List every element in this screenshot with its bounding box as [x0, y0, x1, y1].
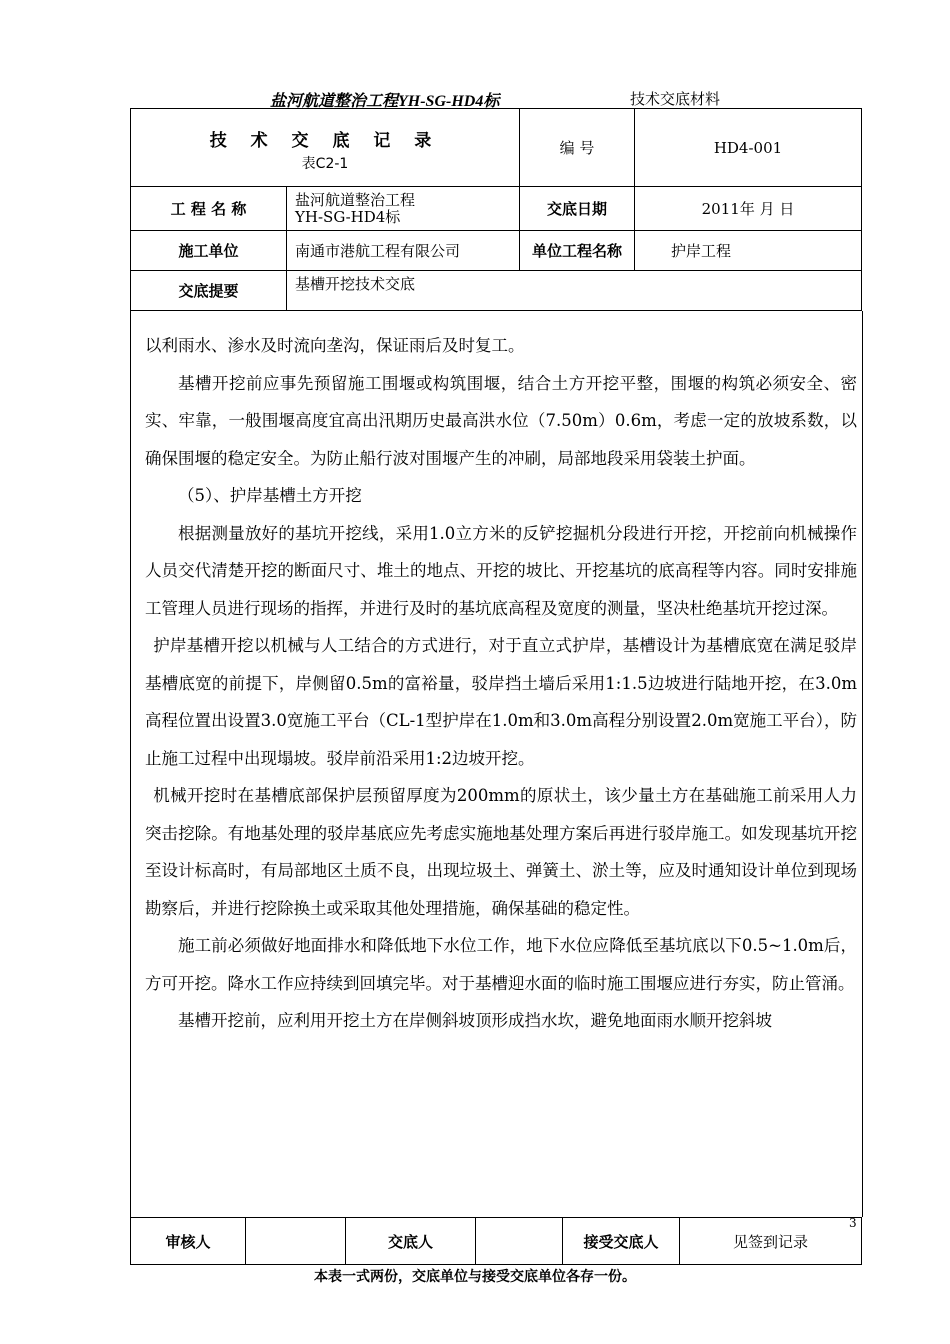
- signature-table: [130, 1217, 862, 1265]
- header-project: 盐河航道整治工程YH-SG-HD4标: [270, 93, 500, 110]
- contractor-value: 南通市港航工程有限公司: [287, 231, 520, 271]
- project-name-value: [287, 187, 520, 231]
- paragraph-1: 以利雨水、渗水及时流向垄沟，保证雨后及时复工。: [145, 336, 525, 355]
- header-doc-type: 技术交底材料: [630, 90, 721, 108]
- page-number: 3: [849, 1216, 857, 1230]
- project-name-line2: YH-SG-HD4标: [295, 207, 401, 226]
- date-label: 交底日期: [520, 187, 635, 231]
- footer-note: 本表一式两份，交底单位与接受交底单位各存一份。: [314, 1269, 636, 1285]
- contractor-label: 施工单位: [131, 231, 287, 271]
- paragraph-3: （5）、护岸基槽土方开挖: [178, 486, 362, 505]
- summary-label: 交底提要: [131, 271, 287, 311]
- receiver-label: 接受交底人: [563, 1218, 680, 1265]
- discloser-label: 交底人: [346, 1218, 476, 1265]
- info-table: [130, 108, 862, 311]
- project-name-line1: 盐河航道整治工程: [295, 190, 416, 209]
- body-text: [145, 327, 857, 1040]
- paragraph-6: 机械开挖时在基槽底部保护层预留厚度为200mm的原状土，该少量土方在基础施工前采用人力突击挖除。有地基处理的驳岸基底应先考虑实施地基处理方案后再进行驳岸施工。如发现基坑开挖至设计标高时，有局部地区土质不良，出现垃圾土、弹簧土、淤土等，应及时通知设计单位到现场勘察后，并进行挖除换土或采取其他处理措施，确保基础的稳定性。: [145, 786, 857, 918]
- form-subtitle: 表C2-1: [301, 156, 349, 172]
- unit-project-value: 护岸工程: [635, 231, 862, 271]
- discloser-field: [476, 1218, 563, 1265]
- paragraph-2: 基槽开挖前应事先预留施工围堰或构筑围堰，结合土方开挖平整，围堰的构筑必须安全、密实、牢靠，一般围堰高度宜高出汛期历史最高洪水位（7.50m）0.6m，考虑一定的放坡系数，以确保围堰的稳定安全。为防止船行波对围堰产生的冲刷，局部地段采用袋装土护面。: [145, 373, 857, 468]
- number-value: HD4-001: [635, 109, 862, 187]
- paragraph-8: 基槽开挖前，应利用开挖土方在岸侧斜坡顶形成挡水坎，避免地面雨水顺开挖斜坡: [178, 1011, 772, 1030]
- project-name-label: 工 程 名 称: [131, 187, 287, 231]
- unit-project-label: 单位工程名称: [520, 231, 635, 271]
- receiver-field: 见签到记录: [680, 1218, 862, 1265]
- date-value: 2011年 月 日: [635, 187, 862, 231]
- form-title-cell: [131, 109, 520, 187]
- summary-value: 基槽开挖技术交底: [287, 271, 862, 311]
- reviewer-field: [246, 1218, 346, 1265]
- number-label: 编 号: [520, 109, 635, 187]
- reviewer-label: 审核人: [131, 1218, 246, 1265]
- paragraph-7: 施工前必须做好地面排水和降低地下水位工作，地下水位应降低至基坑底以下0.5~1.0m后，方可开挖。降水工作应持续到回填完毕。对于基槽迎水面的临时施工围堰应进行夯实，防止管涌。: [145, 936, 857, 993]
- paragraph-4: 根据测量放好的基坑开挖线，采用1.0立方米的反铲挖掘机分段进行开挖，开挖前向机械操作人员交代清楚开挖的断面尺寸、堆土的地点、开挖的坡比、开挖基坑的底高程等内容。同时安排施工管理人员进行现场的指挥，并进行及时的基坑底高程及宽度的测量，坚决杜绝基坑开挖过深。: [145, 523, 857, 618]
- form-title: 技 术 交 底 记 录: [209, 131, 441, 151]
- paragraph-5: 护岸基槽开挖以机械与人工结合的方式进行，对于直立式护岸，基槽设计为基槽底宽在满足驳岸基槽底宽的前提下，岸侧留0.5m的富裕量，驳岸挡土墙后采用1:1.5边坡进行陆地开挖，在3.0m高程位置出设置3.0宽施工平台（CL-1型护岸在1.0m和3.0m高程分别设置2.0m宽施工平台），防止施工过程中出现塌坡。驳岸前沿采用1:2边坡开挖。: [145, 636, 857, 768]
